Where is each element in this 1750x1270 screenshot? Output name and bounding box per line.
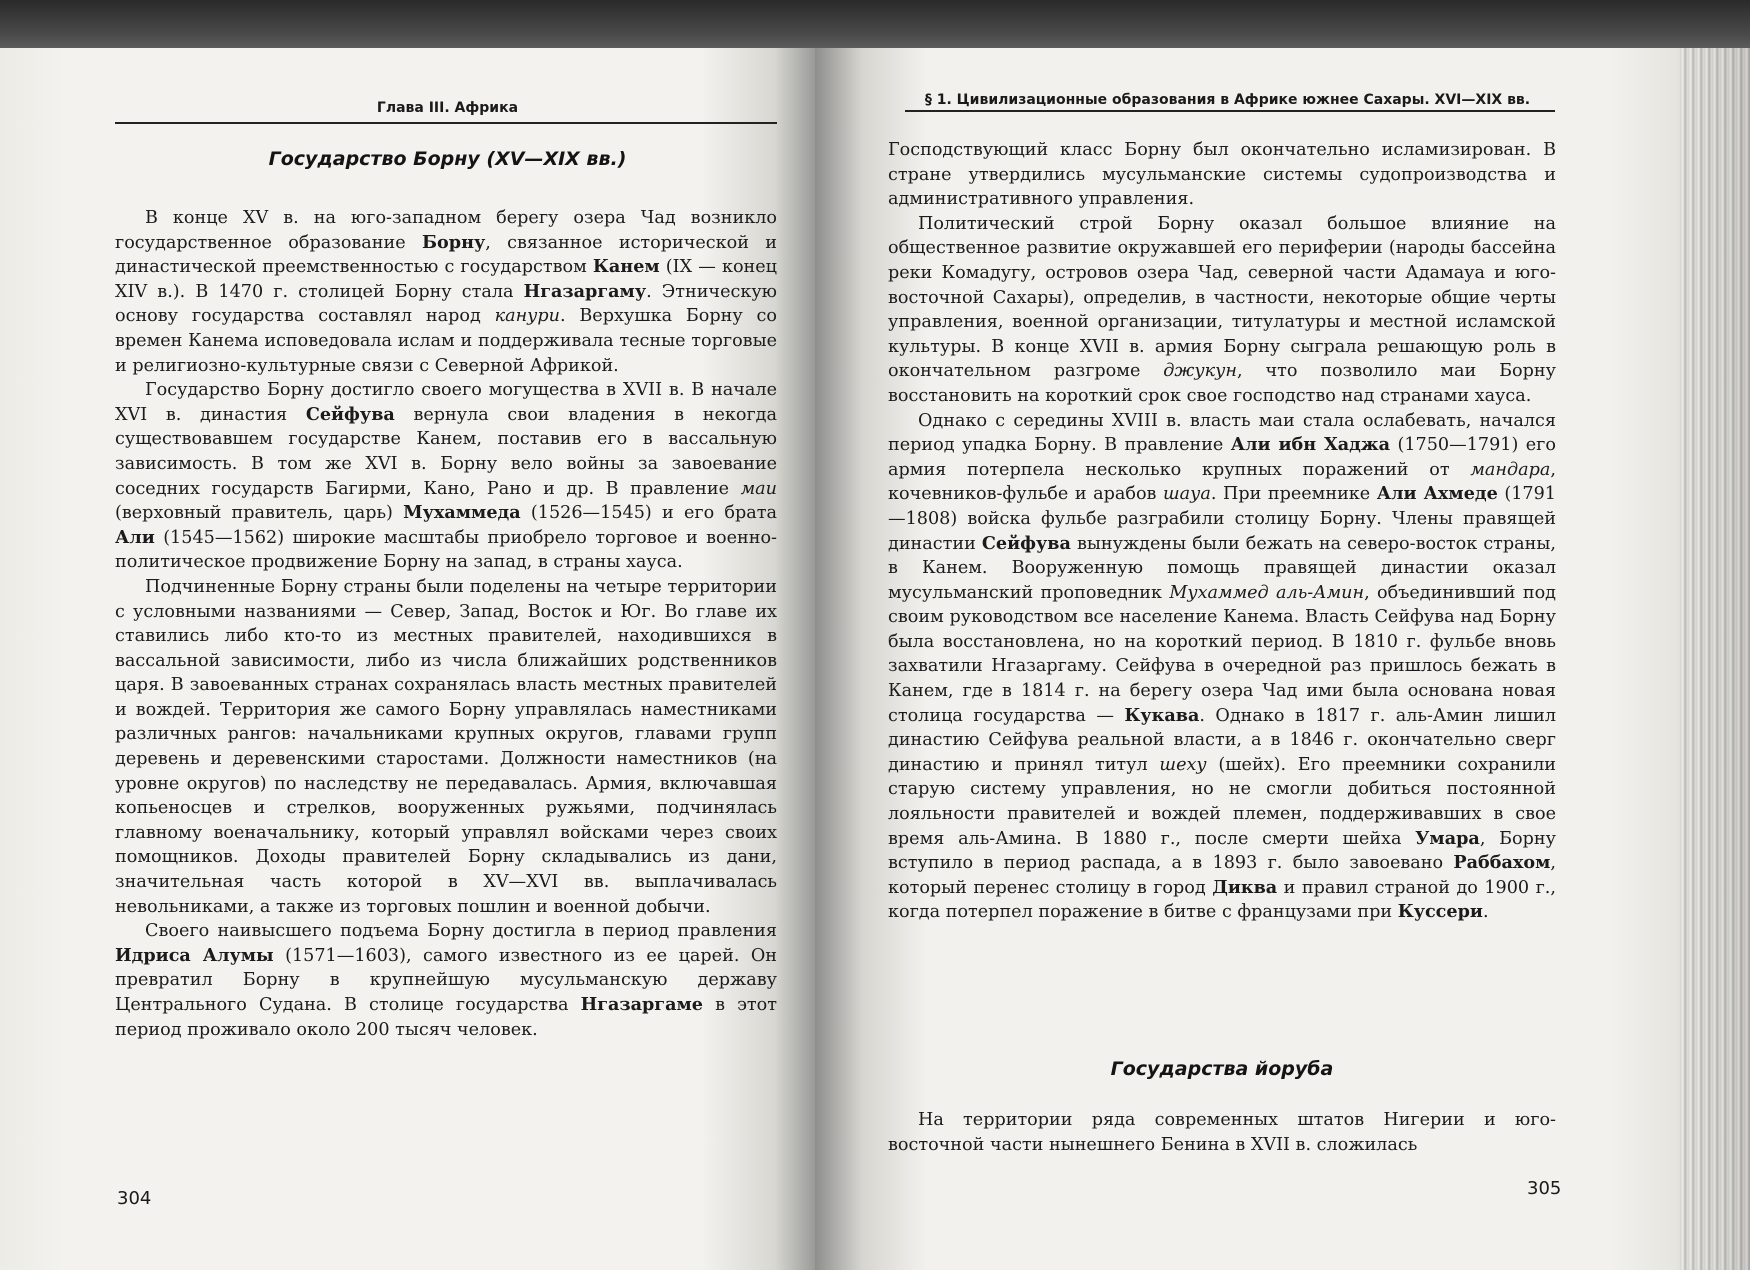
section-title-borno: Государство Борну (XV—XIX вв.) <box>268 148 627 170</box>
paragraph: Господствующий класс Борну был окончательно исламизирован. В стране утвердились мусульманские системы судопроизводства и административного управления. <box>888 140 1556 210</box>
left-page <box>0 48 815 1270</box>
right-body-text <box>888 138 1556 925</box>
paragraph: Государство Борну достигло своего могущества в XVII в. В начале XVI в. династия Сейфува вернула свои владения в некогда существовавшем государстве Канем, поставив его в вассальную зависимость. В том же XVI в. Борну вело войны за завоевание соседних государств Багирми, Кано, Рано и др. В правление маи (верховный правитель, царь) Мухаммеда (1526—1545) и его брата Али (1545—1562) широкие масштабы приобрело торговое и военно-политическое продвижение Борну на запад, в страны хауса. <box>115 380 777 573</box>
right-section2-text <box>888 1108 1556 1157</box>
paragraph: В конце XV в. на юго-западном берегу озера Чад возникло государственное образование Борну, связанное исторической и династической преемственностью с государством Канем (IX — конец XIV в.). В 1470 г. столицей Борну стала Нгазаргаму. Этническую основу государства составлял народ канури. Верхушка Борну со времен Канема исповедовала ислам и поддерживала тесные торговые и религиозно-культурные связи с Северной Африкой. <box>115 208 778 376</box>
header-rule-left <box>115 122 777 124</box>
paragraph: На территории ряда современных штатов Нигерии и юго-восточной части нынешнего Бенина в XVII в. сложилась <box>888 1110 1556 1155</box>
page-number-right: 305 <box>1527 1178 1562 1199</box>
running-head-left: Глава III. Африка <box>376 100 519 116</box>
running-head-right: § 1. Цивилизационные образования в Африке южнее Сахары. XVI—XIX вв. <box>924 92 1531 108</box>
section-title-yoruba: Государства йоруба <box>1110 1058 1334 1080</box>
left-body-text <box>115 206 777 1042</box>
paragraph: Своего наивысшего подъема Борну достигла в период правления Идриса Алумы (1571—1603), самого известного из ее царей. Он превратил Борну в крупнейшую мусульманскую державу Центрального Судана. В столице государства Нгазаргаме в этот период проживало около 200 тысяч человек. <box>115 921 777 1040</box>
header-rule-right <box>905 110 1555 112</box>
page-edges <box>1680 48 1750 1270</box>
paragraph: Подчиненные Борну страны были поделены на четыре территории с условными названиями — Север, Запад, Восток и Юг. Во главе их ставились либо кто-то из местных правителей, находившихся в вассальной зависимости, либо из числа ближайших родственников царя. В завоеванных странах сохранялась власть местных правителей и вождей. Территория же самого Борну управлялась наместниками различных рангов: начальниками крупных округов, главами групп деревень и деревенскими старостами. Должности наместников (на уровне округов) по наследству не передавалась. Армия, включавшая копьеносцев и стрелков, вооруженных ружьями, подчинялась главному военачальнику, который управлял войсками через своих помощников. Доходы правителей Борну складывались из дани, значительная часть которой в XV—XVI вв. выплачивалась невольниками, а также из торговых пошлин и военной добычи. <box>115 576 777 917</box>
right-page <box>815 48 1750 1270</box>
paragraph: Политический строй Борну оказал большое влияние на общественное развитие окружавшей его периферии (народы бассейна реки Комадугу, островов озера Чад, северной части Адамауа и юго-восточной Сахары), определив, в частности, некоторые общие черты управления, военной организации, титулатуры и местной исламской культуры. В конце XVII в. армия Борну сыграла решающую роль в окончательном разгроме джукун, что позволило маи Борну восстановить на короткий срок свое господство над странами хауса. <box>888 213 1556 406</box>
page-number-left: 304 <box>117 1188 152 1209</box>
paragraph: Однако с середины XVIII в. власть маи стала ослабевать, начался период упадка Борну. В правление Али ибн Хаджа (1750—1791) его армия потерпела несколько крупных поражений от мандара, кочевников-фульбе и арабов шауа. При преемнике Али Ахмеде (1791—1808) войска фульбе разграбили столицу Борну. Члены правящей династии Сейфува вынуждены были бежать на северо-восток страны, в Канем. Вооруженную помощь правящей династии оказал мусульманский проповедник Мухаммед аль-Амин, объединивший под своим руководством все население Канема. Власть Сейфува над Борну была восстановлена, но на короткий период. В 1810 г. фульбе вновь захватили Нгазаргаму. Сейфува в очередной раз пришлось бежать в Канем, где в 1814 г. на берегу озера Чад ими была основана новая столица государства — Кукава. Однако в 1817 г. аль-Амин лишил династию Сейфува реальной власти, а в 1846 г. окончательно сверг династию и принял титул шеху (шейх). Его преемники сохранили старую систему управления, но не смогли добиться постоянной лояльности правителей и вождей племен, поддерживавших в свое время аль-Амина. В 1880 г., после смерти шейха Умара, Борну вступило в период распада, а в 1893 г. было завоевано Раббахом, который перенес столицу в город Диква и правил страной до 1900 г., когда потерпел поражение в битве с французами при Куссери. <box>888 410 1557 923</box>
